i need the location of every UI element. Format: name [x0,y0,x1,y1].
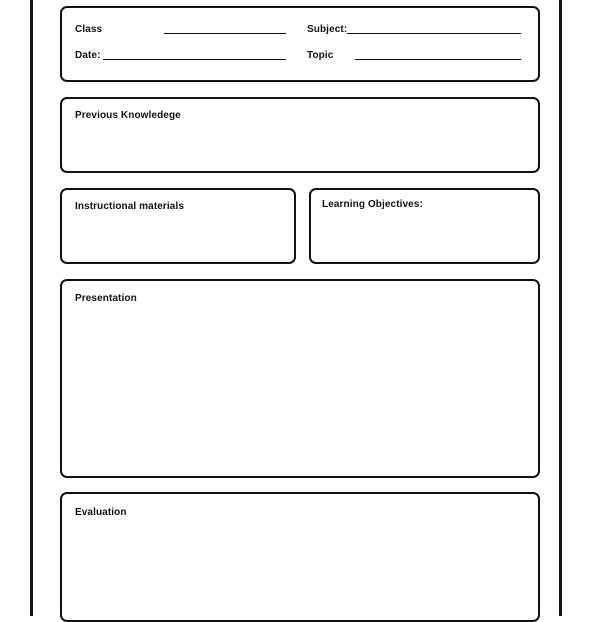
date-field[interactable] [103,59,286,60]
class-field[interactable] [164,33,286,34]
instructional-materials-box[interactable] [60,188,296,264]
presentation-box[interactable] [60,279,540,478]
evaluation-label: Evaluation [75,507,127,518]
date-label: Date: [75,50,101,61]
learning-objectives-box[interactable] [309,188,540,264]
class-label: Class [75,24,103,35]
header-info-box [60,6,540,82]
subject-label: Subject: [307,24,348,35]
topic-label: Topic [307,50,334,61]
learning-objectives-label: Learning Objectives: [322,199,423,210]
subject-field[interactable] [347,33,521,34]
previous-knowledge-label: Previous Knowledege [75,110,181,121]
presentation-label: Presentation [75,293,137,304]
topic-field[interactable] [355,59,521,60]
instructional-materials-label: Instructional materials [75,201,184,212]
previous-knowledge-box[interactable] [60,97,540,173]
evaluation-box[interactable] [60,492,540,622]
